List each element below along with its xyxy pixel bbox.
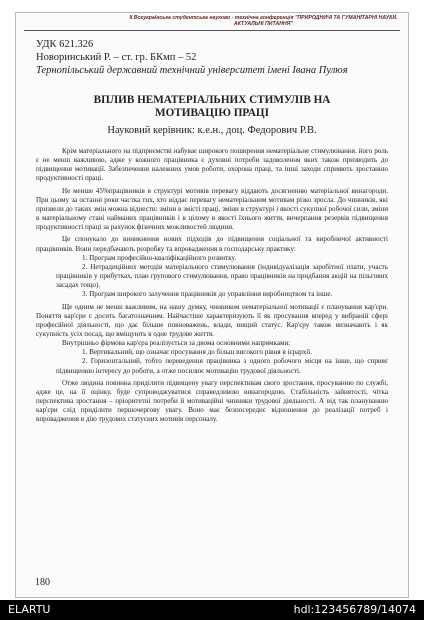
list-item: 3. Програм широкого залучення працівників до управління виробництвом та інше. xyxy=(82,290,333,299)
list-item: 1. Вертикальний, що означає просування до більш високого рівня в ієрархії. xyxy=(82,348,313,357)
author-line: Новоринський Р. – ст. гр. БКмп – 52 xyxy=(36,52,197,63)
conference-header: ІІ Всеукраїнська студентська науково - технічна конференція "ПРИРОДНИЧІ ТА ГУМАНІТАРНІ НАУКИ. АКТУАЛЬНІ ПИТАННЯ" xyxy=(129,15,398,28)
paragraph-5: Внутрішньо фірмова кар'єра реалізується за двома основними напрямками: xyxy=(62,339,291,348)
document-page xyxy=(15,12,409,598)
article-title: ВПЛИВ НЕМАТЕРІАЛЬНИХ СТИМУЛІВ НА МОТИВАЦІЮ ПРАЦІ xyxy=(93,94,331,119)
repository-footer xyxy=(0,600,424,620)
university-name: Тернопільський державний технічний університет імені Івана Пулюя xyxy=(36,65,348,76)
handle-identifier[interactable]: hdl:123456789/14074 xyxy=(293,603,416,616)
paragraph-4: Ще одним не менш важливим, на нашу думку, чинником нематеріальної мотивації є планування кар'єри. Поняття кар'єри є досить багатозначним. Найчастіше характеризують її як просування вперед у вибраній сфері професійної діяльності, що дає більше повноважень, влади, вищий статус. Кар'єру також визначають і як сукупність усіх посад, що вміщують в одне трудове життя. xyxy=(36,302,388,338)
header-divider xyxy=(24,30,400,31)
list-item: 2. Горизонтальний, тобто переведення працівника з одного робочого місця на інше, що сприяє підвищенню інтересу до роботи, а отже посилює мотивацію трудової діяльності. xyxy=(56,357,388,375)
article-body xyxy=(36,147,388,425)
paragraph-2: Не менше 45%працівників в структурі мотивів перевагу віддають досягненню матеріальної винагороди. При цьому за останні роки частка тих, хто віддає перевагу нематеріальним мотивам різко зросла. До чинників, які призвели до таких змін можна віднести: зміни в змісті праці, зміни в структурі і якості сукупної робочої сили, зміни в матеріальному стані найманих працівників і в цілому в якості їхнього життя, вичерпання резервів підвищення продуктивності праці за рахунок фізичних можливостей людини. xyxy=(36,186,388,232)
list-item: 2. Нетрадиційних методів матеріального стимулювання (індивідуалізація заробітної плати, участь працівників у прибутках, план групового стимулювання, право працівників на придбання акцій на пільгових засадах тощо). xyxy=(56,262,388,290)
list-item: 1. Програм професійно-кваліфікаційного розвитку. xyxy=(82,253,237,262)
udk-code: УДК 621.326 xyxy=(36,39,94,50)
repository-name: ELARTU xyxy=(8,603,51,616)
paragraph-3: Це спонукало до виникнення нових підходів до підвищення соціальної та виробничої активності працівників. Вони передбачають розробку та впровадження в господарську практику: xyxy=(36,235,388,253)
paragraph-6: Отже людина повинна приділити підвищену увагу перспективам свого зростання, просуванню по службі, адже це, на її оцінку, буде супроводжуватися справедливою винагородою. Стабільність зайнятості, чітка перспектива зростання – пріоритетні потреби й мотиваційні чинники трудової діяльності. А від так плануванню кар'єри слід приділити першочергову увагу. Воно має безпосереднє відношення до реалізації потреб і впровадження в дію трудових статусних мотивів персоналу. xyxy=(36,378,388,424)
page-number: 180 xyxy=(35,577,50,588)
paragraph-1: Крім матеріального на підприємстві набуває широкого поширення нематеріальне стимулювання. його роль є не менш важливою, адже у кожного працівника є духовні потреби задоволення яких також призводить до підвищення мотивації. Забезпечення належних умов роботи, охорона праці, та інші заходи сприяють зростанню продуктивності праці. xyxy=(36,147,388,183)
scientific-supervisor: Науковий керівник: к.е.н., доц. Федорович Р.В. xyxy=(107,125,317,136)
